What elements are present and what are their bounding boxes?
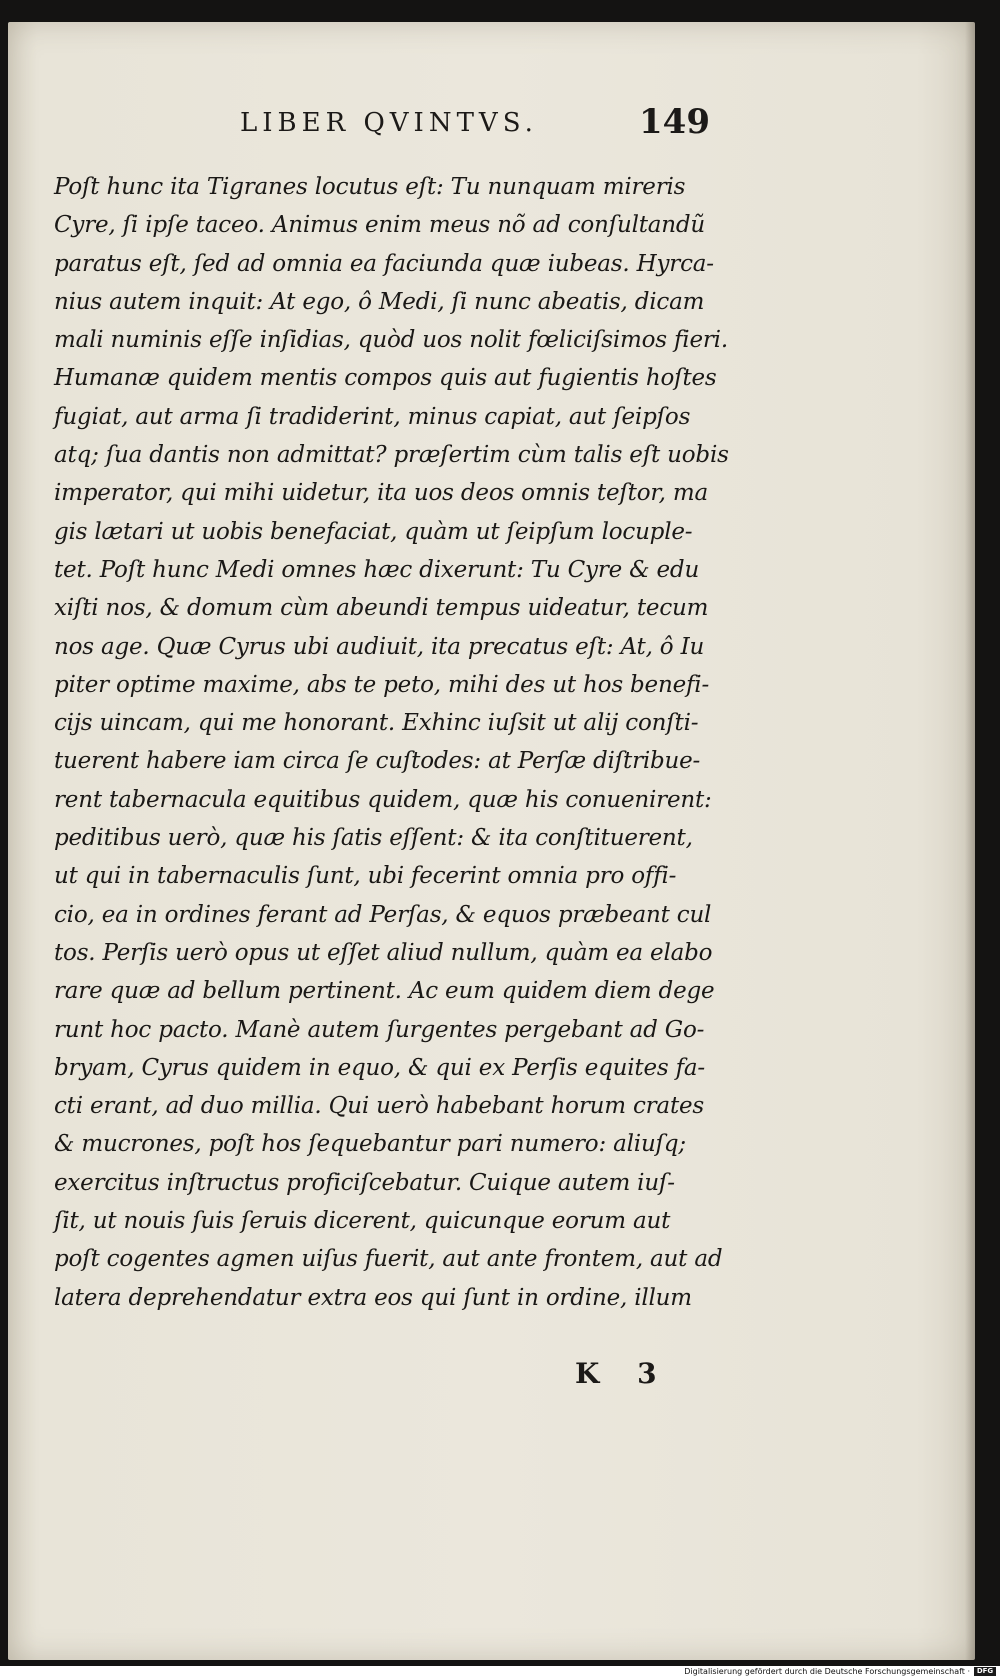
text-line: mali numinis eſſe inſidias, quòd uos nolit fœliciſsimos fieri.: [54, 327, 728, 354]
text-line: piter optime maxime, abs te peto, mihi des ut hos benefi-: [54, 671, 710, 698]
text-line: imperator, qui mihi uidetur, ita uos deos omnis teſtor, ma: [54, 480, 708, 507]
body-text: [54, 168, 744, 1317]
running-head: [240, 100, 710, 144]
text-line: tuerent habere iam circa ſe cuſtodes: at Perſæ diſtribue-: [54, 748, 701, 775]
text-line: ut qui in tabernaculis ſunt, ubi fecerint omnia pro offi-: [54, 863, 677, 890]
text-line: Cyre, ſi ipſe taceo. Animus enim meus nõ ad conſultandũ: [54, 212, 706, 239]
text-line: rare quæ ad bellum pertinent. Ac eum quidem diem dege: [54, 978, 715, 1005]
text-line: gis lætari ut uobis benefaciat, quàm ut ſeipſum locuple-: [54, 518, 693, 545]
text-line: rent tabernacula equitibus quidem, quæ his conuenirent:: [54, 786, 712, 813]
text-line: Humanæ quidem mentis compos quis aut fugientis hoſtes: [54, 365, 717, 392]
page-number: 149: [639, 102, 710, 142]
text-line: latera deprehendatur extra eos qui ſunt in ordine, illum: [54, 1284, 692, 1311]
text-line: exercitus inſtructus proficiſcebatur. Cuique autem iuſ-: [54, 1169, 675, 1196]
running-title: LIBER QVINTVS.: [240, 108, 538, 138]
text-line: tos. Perſis uerò opus ut eſſet aliud nullum, quàm ea elabo: [54, 939, 713, 966]
footer-bar: [0, 1666, 1000, 1677]
text-line: & mucrones, poſt hos ſequebantur pari numero: aliuſq;: [54, 1131, 686, 1158]
dfg-logo: DFG: [974, 1667, 996, 1676]
text-line: peditibus uerò, quæ his ſatis eſſent: & ita conſtituerent,: [54, 825, 693, 852]
signature-mark: K 3: [575, 1357, 671, 1390]
text-line: cio, ea in ordines ferant ad Perſas, & equos præbeant cul: [54, 901, 712, 928]
text-line: nos age. Quæ Cyrus ubi audiuit, ita precatus eſt: At, ô Iu: [54, 633, 705, 660]
text-line: xiſti nos, & domum cùm abeundi tempus uideatur, tecum: [54, 595, 709, 622]
text-line: nius autem inquit: At ego, ô Medi, ſi nunc abeatis, dicam: [54, 288, 705, 315]
text-line: ſit, ut nouis ſuis ſeruis dicerent, quicunque eorum aut: [54, 1208, 671, 1235]
text-line: Poſt hunc ita Tigranes locutus eſt: Tu nunquam mireris: [54, 174, 686, 200]
text-line: runt hoc pacto. Manè autem ſurgentes pergebant ad Go-: [54, 1016, 705, 1043]
page-edge-shadow: [965, 22, 975, 1660]
text-line: atq; ſua dantis non admittat? præſertim cùm talis eſt uobis: [54, 442, 729, 469]
text-line: tet. Poſt hunc Medi omnes hæc dixerunt: Tu Cyre & edu: [54, 556, 700, 583]
digitization-credit: Digitalisierung gefördert durch die Deutsche Forschungsgemeinschaft ·: [684, 1667, 970, 1676]
text-line: paratus eſt, ſed ad omnia ea faciunda quæ iubeas. Hyrca-: [54, 250, 714, 277]
text-line: poſt cogentes agmen uiſus fuerit, aut ante frontem, aut ad: [54, 1246, 723, 1273]
text-line: cijs uincam, qui me honorant. Exhinc iuſsit ut alij conſti-: [54, 710, 699, 737]
text-line: cti erant, ad duo millia. Qui uerò habebant horum crates: [54, 1093, 705, 1120]
text-line: bryam, Cyrus quidem in equo, & qui ex Perſis equites fa-: [54, 1054, 705, 1081]
text-line: fugiat, aut arma ſi tradiderint, minus capiat, aut ſeipſos: [54, 403, 691, 430]
